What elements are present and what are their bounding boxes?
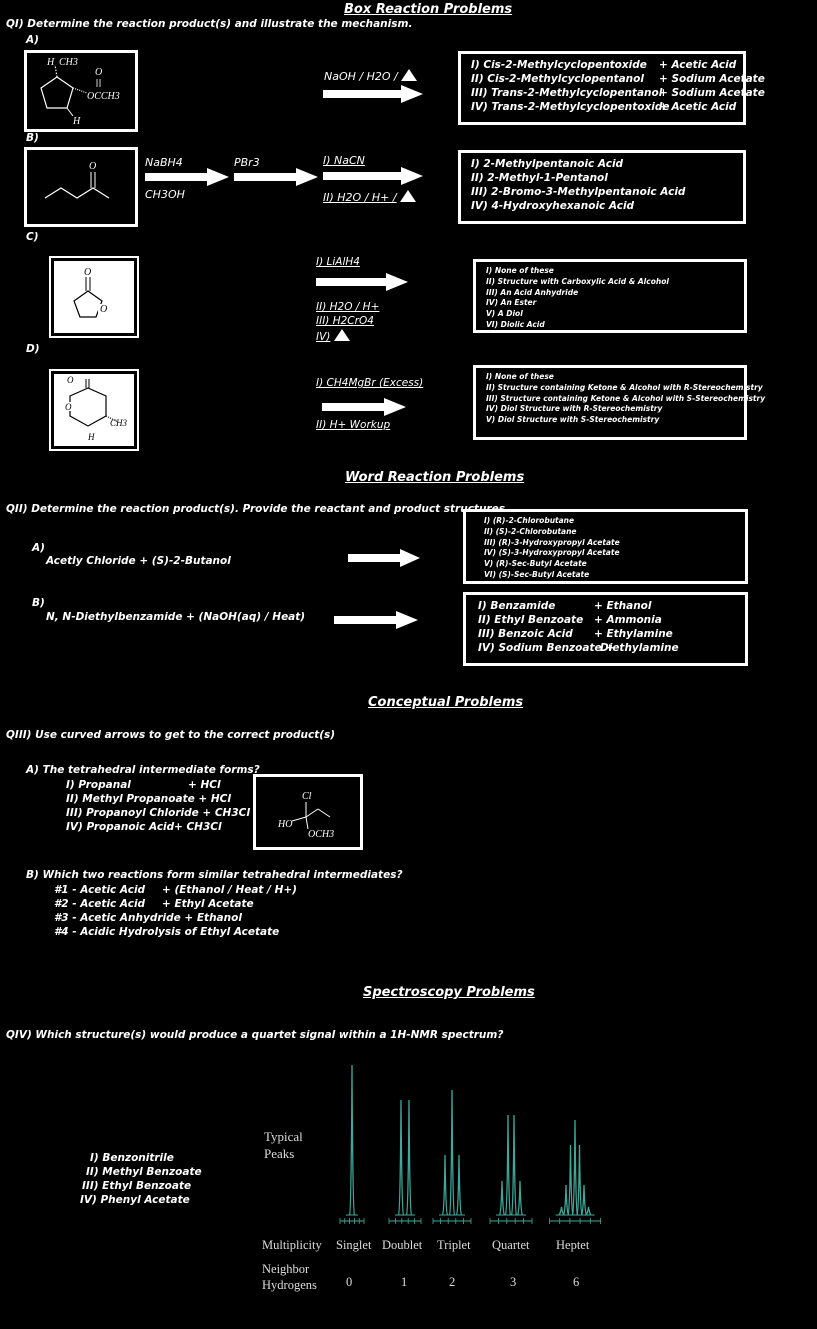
q1c-answer-3[interactable]: III) An Acid Anhydride	[486, 287, 579, 297]
q1d-answer-2[interactable]: II) Structure containing Ketone & Alcohol with R-Stereochemistry	[486, 382, 763, 392]
q1b-arrow-3	[323, 166, 423, 186]
q3a-molecule-structure	[256, 777, 360, 847]
nmr-peak-doublet	[399, 1100, 404, 1215]
nmr-typical-text: Typical	[264, 1129, 303, 1144]
q4-option-2[interactable]: II) Methyl Benzoate	[86, 1166, 202, 1178]
heat-triangle-icon	[334, 329, 350, 341]
q1b-answer-1[interactable]: I) 2-Methylpentanoic Acid	[471, 158, 624, 170]
q1d-atom-ch3: CH3	[110, 418, 128, 428]
q2b-answer-2[interactable]: II) Ethyl Benzoate + Ammonia	[478, 614, 662, 626]
q1a-answer-box	[458, 51, 765, 125]
q1b-reagent1-top: NaBH4	[145, 156, 183, 169]
q1a-atom-ch3: CH3	[59, 57, 78, 68]
q2a-reaction-arrow	[348, 548, 420, 568]
q1b-reagent3-top: I) NaCN	[323, 154, 365, 167]
q2b-answer-3[interactable]: III) Benzoic Acid + Ethylamine	[478, 628, 673, 640]
q1c-reagent-b1: II) H2O / H+	[316, 301, 380, 313]
q1c-answer-6[interactable]: VI) Diolic Acid	[486, 319, 545, 329]
q4-prompt: QIV) Which structure(s) would produce a quartet signal within a 1H-NMR spectrum?	[6, 1029, 504, 1041]
q1d-reaction-arrow	[322, 397, 406, 417]
q1a-atom-h: H	[47, 57, 55, 68]
nmr-neighbor-hydrogens-label	[262, 1261, 317, 1293]
q3b-option-3[interactable]: #3 - Acetic Anhydride + Ethanol	[54, 912, 242, 924]
q2a-answer-6[interactable]: VI) (S)-Sec-Butyl Acetate	[484, 569, 590, 579]
q4-options	[80, 1151, 202, 1207]
nmr-neighbor-2: 2	[449, 1275, 456, 1289]
section-heading-conceptual: Conceptual Problems	[368, 695, 524, 710]
q1d-atom-o2: O	[65, 402, 72, 412]
q3a-question: A) The tetrahedral intermediate forms?	[26, 764, 260, 776]
q1d-answer-4[interactable]: IV) Diol Structure with R-Stereochemistry	[486, 404, 663, 414]
q1a-reagent-text: NaOH / H2O /	[324, 70, 398, 83]
q4-option-1[interactable]: I) Benzonitrile	[90, 1152, 174, 1164]
q1-prompt: QI) Determine the reaction product(s) and illustrate the mechanism.	[6, 18, 413, 30]
q4-option-4[interactable]: IV) Phenyl Acetate	[80, 1194, 190, 1206]
q3-prompt: QIII) Use curved arrows to get to the correct product(s)	[6, 729, 336, 741]
q3a-atom-ho: HO	[278, 819, 293, 830]
q2a-answer-3[interactable]: III) (R)-3-Hydroxypropyl Acetate	[484, 537, 620, 547]
heat-triangle-icon	[400, 190, 416, 202]
q3a-molecule-box	[253, 774, 363, 850]
q2a-answer-4[interactable]: IV) (S)-3-Hydroxypropyl Acetate	[484, 548, 620, 558]
nmr-peaks-figure	[330, 1050, 610, 1228]
q1c-reagent-b2: III) H2CrO4	[316, 315, 374, 327]
nmr-multiplicity-heptet: Heptet	[556, 1238, 590, 1252]
nmr-neighbor-0: 0	[346, 1275, 353, 1289]
q1a-reagent	[324, 69, 417, 83]
q3b-option-4[interactable]: #4 - Acidic Hydrolysis of Ethyl Acetate	[54, 926, 280, 938]
q2a-answer-box	[463, 509, 748, 584]
q1a-answer-1[interactable]: I) Cis-2-Methylcyclopentoxide + Acetic Acid	[471, 59, 737, 71]
nmr-peak-heptet	[577, 1145, 582, 1215]
q1a-answer-3[interactable]: III) Trans-2-Methylcyclopentanol+ Sodium Acetate	[471, 87, 765, 99]
nmr-peak-heptet	[564, 1185, 569, 1215]
q4-option-3[interactable]: III) Ethyl Benzoate	[82, 1180, 192, 1192]
nmr-hydrogens-text: Hydrogens	[262, 1278, 317, 1292]
heat-triangle-icon	[401, 69, 417, 81]
q1d-answer-box	[473, 365, 766, 440]
q1c-molecule-box	[51, 258, 137, 336]
q1b-reagent1-bottom: CH3OH	[145, 188, 185, 201]
q2a-answer-2[interactable]: II) (S)-2-Chlorobutane	[484, 526, 577, 536]
q3a-options	[66, 778, 250, 834]
nmr-peaks-text: Peaks	[264, 1146, 295, 1161]
q1d-atom-o1: O	[67, 375, 74, 385]
q1c-reagent-b3	[316, 329, 350, 343]
q3a-option-1[interactable]: I) Propanal + HCl	[66, 779, 221, 791]
q2b-answer-4[interactable]: IV) Sodium Benzoate +Diethylamine	[478, 642, 679, 654]
q3b-option-2[interactable]: #2 - Acetic Acid + Ethyl Acetate	[54, 898, 254, 910]
section-heading-word: Word Reaction Problems	[345, 470, 525, 485]
section-heading-spectroscopy: Spectroscopy Problems	[363, 985, 535, 1000]
nmr-multiplicity-triplet: Triplet	[437, 1238, 471, 1252]
nmr-multiplicity-singlet: Singlet	[336, 1238, 372, 1252]
nmr-peak-doublet	[407, 1100, 412, 1215]
nmr-multiplicity-doublet: Doublet	[382, 1238, 423, 1252]
q1b-molecule-structure	[27, 150, 135, 224]
section-heading-box: Box Reaction Problems	[344, 2, 513, 17]
q3a-atom-och3: OCH3	[308, 829, 335, 840]
q1c-atom-o1: O	[84, 267, 92, 278]
q3a-option-2[interactable]: II) Methyl Propanoate + HCl	[66, 793, 231, 805]
q1d-molecule-box	[51, 371, 137, 449]
q3b-question: B) Which two reactions form similar tetrahedral intermediates?	[26, 869, 403, 881]
q1c-answer-1[interactable]: I) None of these	[486, 266, 554, 275]
q1c-reaction-arrow	[316, 272, 408, 292]
q1d-answer-5[interactable]: V) Diol Structure with S-Stereochemistry	[486, 415, 660, 425]
q1c-answer-5[interactable]: V) A Diol	[486, 309, 523, 319]
q2b-label: B)	[32, 597, 45, 609]
q1a-atom-occh3: OCCH3	[87, 91, 120, 102]
nmr-peak-quartet	[506, 1115, 511, 1215]
q1a-reaction-arrow	[323, 84, 423, 104]
q1c-label: C)	[26, 231, 39, 243]
q1b-arrow-2	[234, 167, 318, 187]
q1a-label: A)	[26, 34, 39, 46]
q1d-molecule-structure	[54, 374, 134, 446]
q1d-answer-1[interactable]: I) None of these	[486, 372, 554, 381]
q1b-arrow-1	[145, 167, 229, 187]
nmr-peak-heptet	[586, 1207, 591, 1215]
q1c-molecule-structure	[54, 261, 134, 333]
q1b-label: B)	[26, 132, 39, 144]
nmr-neighbor-6: 6	[573, 1275, 580, 1289]
q1b-atom-o: O	[89, 161, 97, 172]
q1b-reagent3-bottom-text: II) H2O / H+ /	[323, 191, 397, 204]
q1c-answer-2[interactable]: II) Structure with Carboxylic Acid & Alcohol	[486, 276, 669, 286]
q2b-reaction-arrow	[334, 610, 418, 630]
q2b-answer-box	[463, 592, 748, 666]
nmr-multiplicity-label: Multiplicity	[262, 1238, 322, 1252]
nmr-neighbor-text: Neighbor	[262, 1262, 310, 1276]
q1b-reagent2: PBr3	[234, 156, 260, 169]
q1b-answer-2[interactable]: II) 2-Methyl-1-Pentanol	[471, 172, 608, 184]
q1a-atom-o: O	[95, 67, 103, 78]
q1d-label: D)	[26, 343, 40, 355]
nmr-peak-singlet	[350, 1065, 355, 1215]
q2a-label: A)	[32, 542, 45, 554]
q1a-molecule-structure	[27, 53, 135, 129]
q1b-answer-3[interactable]: III) 2-Bromo-3-Methylpentanoic Acid	[471, 186, 686, 198]
q1a-answer-2[interactable]: II) Cis-2-Methylcyclopentanol + Sodium Acetate	[471, 73, 765, 85]
q1c-answer-4[interactable]: IV) An Ester	[486, 298, 537, 308]
nmr-multiplicity-quartet: Quartet	[492, 1238, 530, 1252]
q1d-reagent-bottom: II) H+ Workup	[316, 419, 391, 431]
q1b-molecule-box	[24, 147, 138, 227]
nmr-neighbor-3: 3	[510, 1275, 517, 1289]
nmr-peak-triplet	[443, 1155, 448, 1215]
q3b-options	[54, 883, 297, 939]
nmr-peak-triplet	[450, 1090, 455, 1215]
q2a-answer-5[interactable]: V) (R)-Sec-Butyl Acetate	[484, 559, 587, 569]
nmr-peak-heptet	[559, 1207, 564, 1215]
q1b-answer-box	[458, 150, 746, 224]
q1a-molecule-box	[24, 50, 138, 132]
q2a-answer-1[interactable]: I) (R)-2-Chlorobutane	[484, 516, 575, 525]
nmr-peak-heptet	[568, 1145, 573, 1215]
q2a-reactants: Acetly Chloride + (S)-2-Butanol	[46, 555, 231, 567]
q3a-option-3[interactable]: III) Propanoyl Chloride + CH3Cl	[66, 807, 250, 819]
q3a-option-4[interactable]: IV) Propanoic Acid+ CH3Cl	[66, 821, 222, 833]
nmr-neighbor-1: 1	[401, 1275, 408, 1289]
nmr-peak-quartet	[518, 1181, 523, 1215]
nmr-peak-heptet	[573, 1120, 578, 1215]
q3a-atom-cl: Cl	[302, 791, 312, 802]
q2b-answer-1[interactable]: I) Benzamide + Ethanol	[478, 600, 652, 612]
nmr-peak-heptet	[582, 1185, 587, 1215]
q1c-answer-box	[473, 259, 747, 333]
nmr-typical-peaks-label	[264, 1128, 303, 1162]
q1c-reagent-b3-text: IV)	[316, 331, 331, 343]
q1a-atom-h2: H	[73, 116, 81, 127]
q2-prompt: QII) Determine the reaction product(s). Provide the reactant and product structures.	[6, 503, 509, 515]
nmr-peak-quartet	[500, 1181, 505, 1215]
q1d-atom-h: H	[88, 432, 95, 442]
q3b-option-1[interactable]: #1 - Acetic Acid + (Ethanol / Heat / H+)	[54, 884, 297, 896]
q2b-reactants: N, N-Diethylbenzamide + (NaOH(aq) / Heat)	[46, 611, 306, 623]
q1b-reagent3-bottom	[323, 190, 416, 204]
q1d-reagent-top: I) CH4MgBr (Excess)	[316, 377, 424, 389]
nmr-peak-triplet	[457, 1155, 462, 1215]
q1a-answer-4[interactable]: IV) Trans-2-Methylcyclopentoxide+ Acetic Acid	[471, 101, 737, 113]
nmr-peak-quartet	[512, 1115, 517, 1215]
q1c-atom-o2: O	[100, 304, 108, 315]
q1d-answer-3[interactable]: III) Structure containing Ketone & Alcohol with S-Stereochemistry	[486, 393, 766, 403]
q1c-reagent-top: I) LiAlH4	[316, 256, 360, 268]
q1b-answer-4[interactable]: IV) 4-Hydroxyhexanoic Acid	[471, 200, 635, 212]
